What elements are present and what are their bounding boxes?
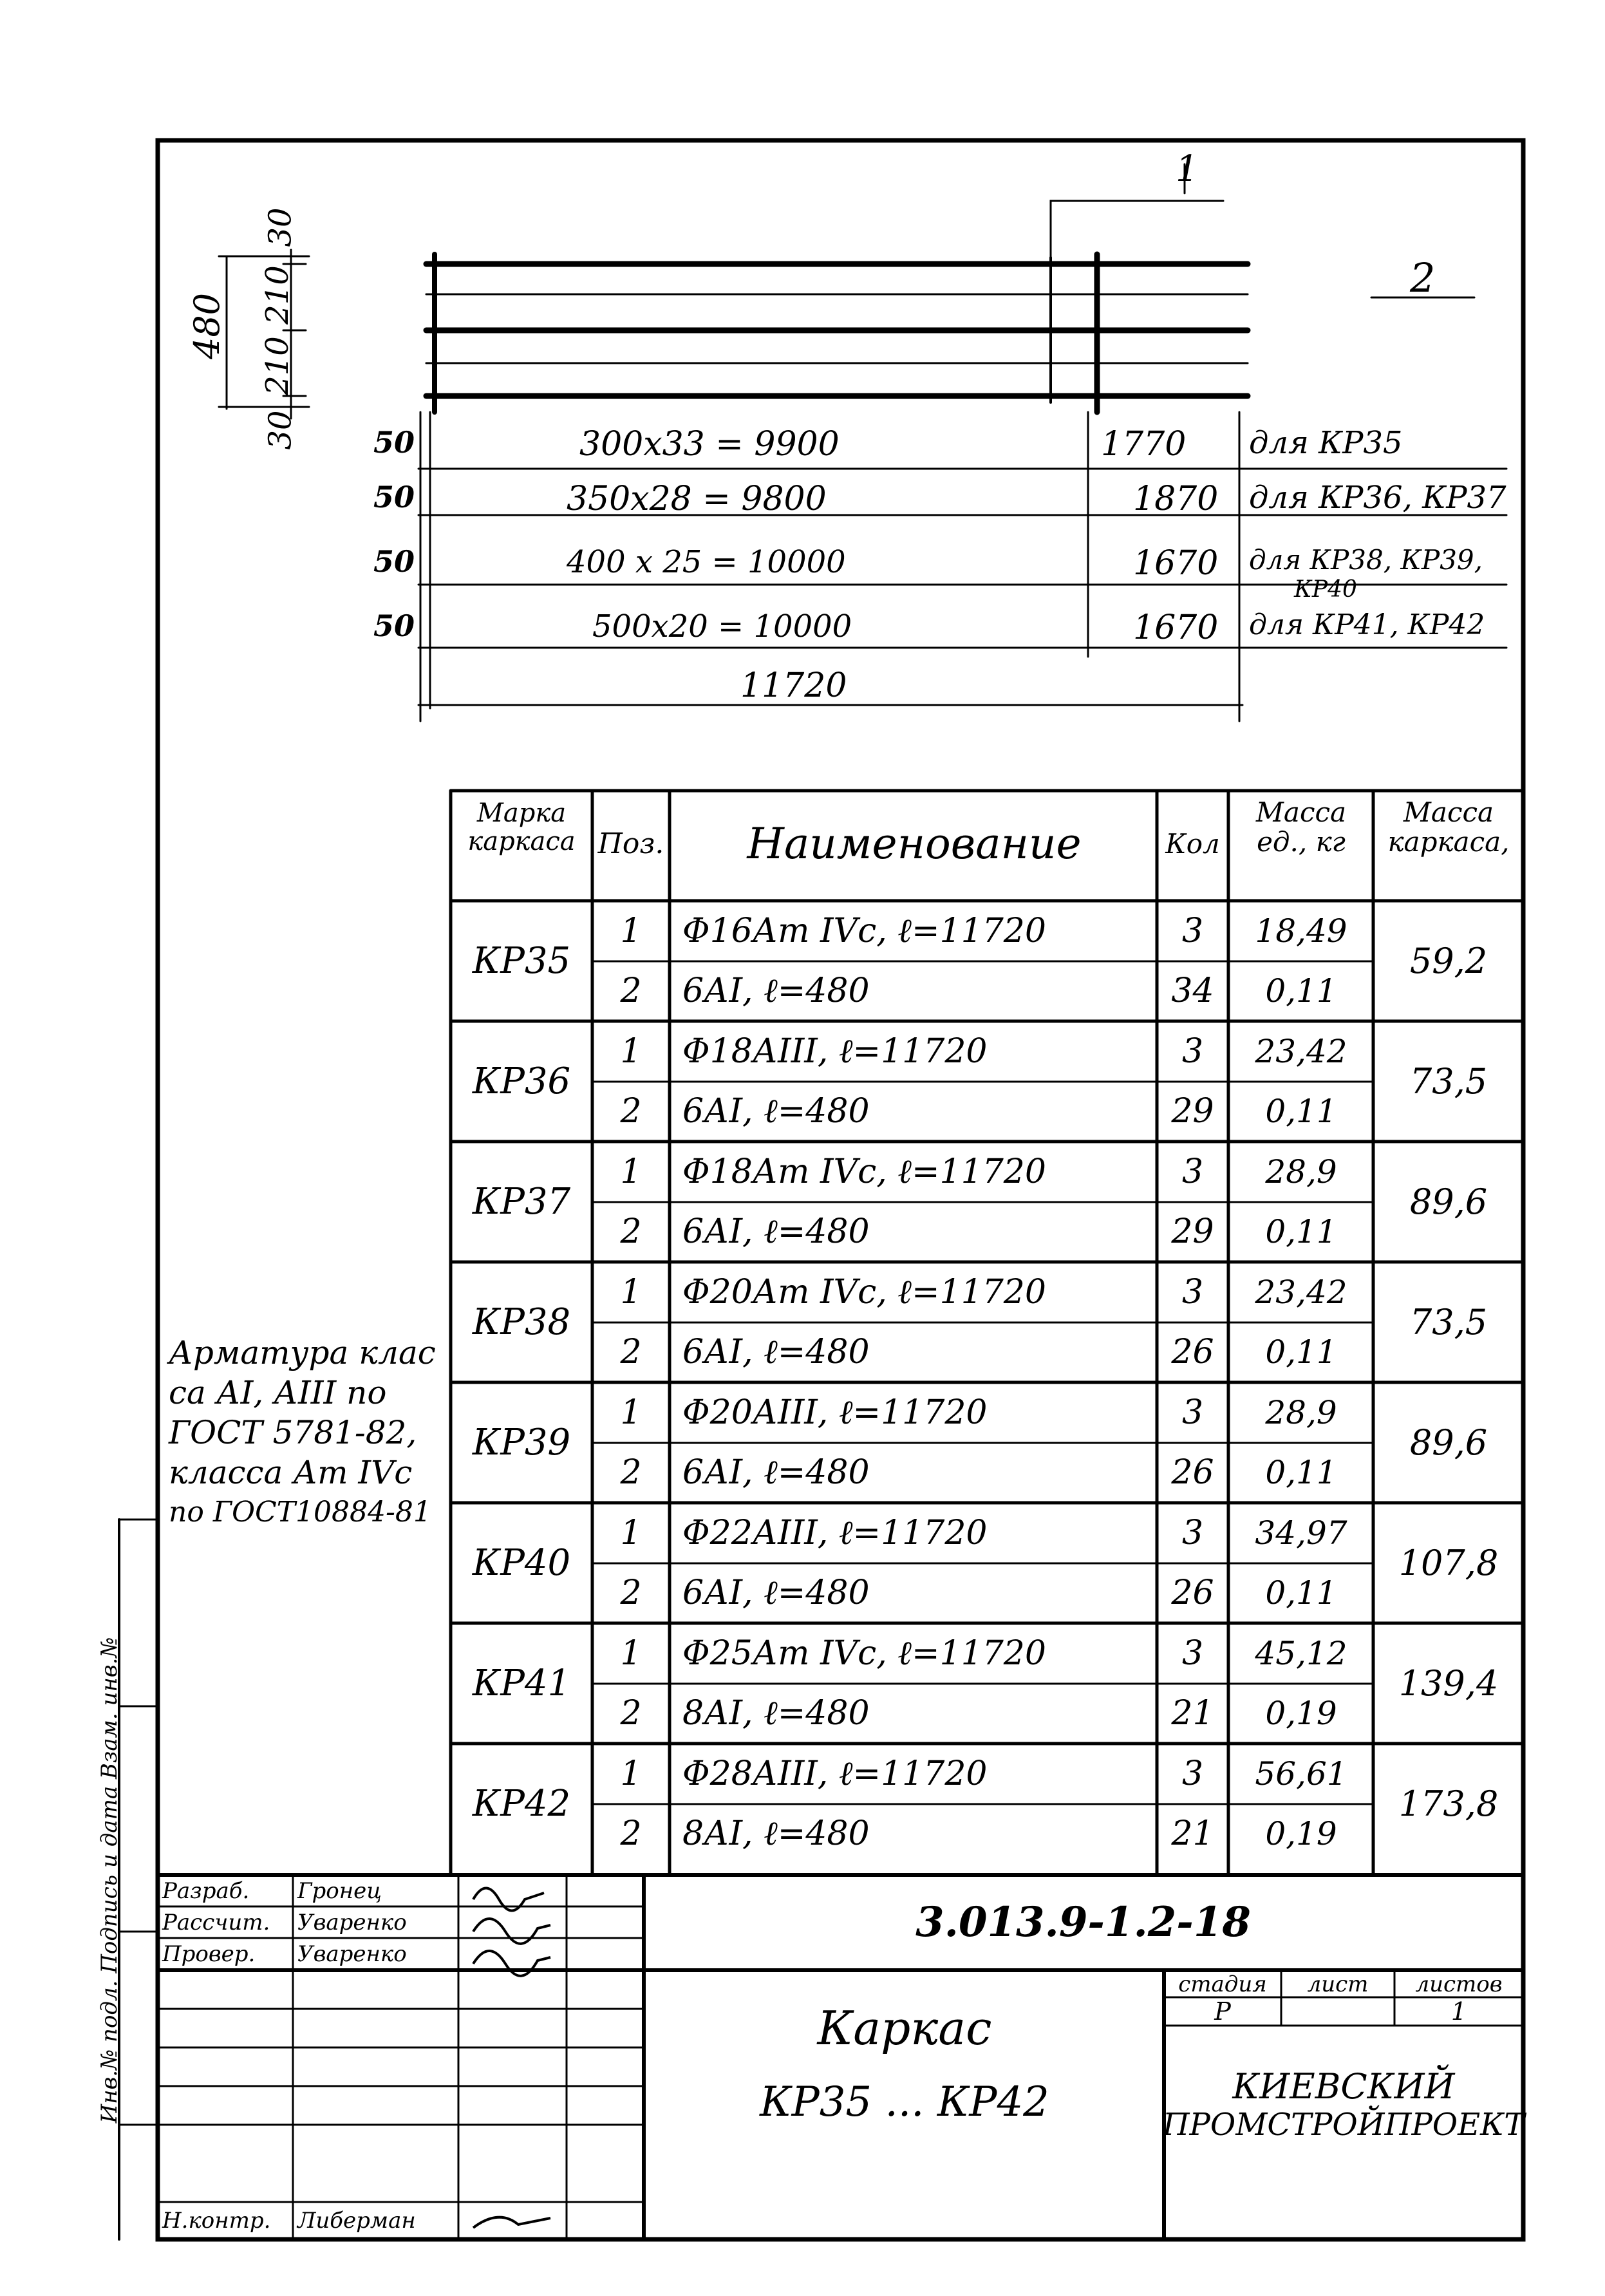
item-pos: 2 <box>620 1574 642 1613</box>
dim-480: 480 <box>187 292 228 360</box>
dim-row-spacing: 400 x 25 = 10000 <box>567 544 846 580</box>
signer-name: Уваренко <box>297 1909 407 1935</box>
item-name: 6АI, ℓ=480 <box>682 1212 870 1252</box>
item-qty: 3 <box>1181 1513 1204 1552</box>
item-name: Φ18АIII, ℓ=11720 <box>682 1031 988 1071</box>
item-pos: 1 <box>620 1272 642 1312</box>
item-name: 6АI, ℓ=480 <box>682 1333 870 1372</box>
signature-mark <box>473 1919 550 1944</box>
signer-name: Уваренко <box>297 1941 407 1967</box>
frame-mass: 73,5 <box>1409 1061 1488 1102</box>
note-line: класса Ат IVс <box>169 1454 413 1491</box>
frame-mark: КР42 <box>472 1783 571 1825</box>
note-line: са АI, АIII по <box>169 1374 387 1411</box>
item-mass: 34,97 <box>1255 1514 1347 1552</box>
frame-mark: КР40 <box>472 1542 571 1584</box>
item-name: 8АI, ℓ=480 <box>682 1694 870 1733</box>
item-pos: 2 <box>620 972 642 1011</box>
item-qty: 26 <box>1171 1574 1214 1613</box>
item-name: 6АI, ℓ=480 <box>682 972 870 1011</box>
header-pos: Поз. <box>597 827 664 860</box>
dim-row-note: для КР35 <box>1249 425 1403 461</box>
frame-mark: КР38 <box>472 1301 571 1343</box>
item-name: Φ28АIII, ℓ=11720 <box>682 1754 988 1793</box>
item-mass: 0,19 <box>1265 1695 1337 1733</box>
header-qty: Кол <box>1165 827 1220 860</box>
item-name: 6АI, ℓ=480 <box>682 1574 870 1613</box>
dim-row-note: для КР36, КР37 <box>1249 480 1506 516</box>
dim-row-offset: 50 <box>373 608 415 643</box>
frame-mark: КР39 <box>472 1422 571 1463</box>
leader-1-label: 1 <box>1176 148 1199 190</box>
dim-row-spacing: 300x33 = 9900 <box>579 425 840 464</box>
frame-mass: 73,5 <box>1409 1302 1488 1342</box>
item-name: Φ20АIII, ℓ=11720 <box>682 1393 988 1432</box>
item-pos: 1 <box>620 1513 642 1552</box>
document-subtitle: КР35 ... КР42 <box>760 2078 1049 2126</box>
item-pos: 1 <box>620 1152 642 1191</box>
item-name: Φ25Ат IVс, ℓ=11720 <box>682 1633 1046 1673</box>
item-name: Φ16Ат IVс, ℓ=11720 <box>682 911 1046 950</box>
item-mass: 23,42 <box>1255 1032 1347 1070</box>
item-qty: 3 <box>1181 911 1204 950</box>
item-qty: 29 <box>1171 1212 1214 1252</box>
signature-mark <box>473 2217 550 2228</box>
note-line: по ГОСТ10884-81 <box>169 1496 431 1529</box>
reinforcement-note <box>169 1333 436 1532</box>
frame-mark: КР35 <box>472 940 571 982</box>
dim-row-offset: 50 <box>373 544 415 579</box>
frame-mark: КР37 <box>472 1181 571 1223</box>
item-qty: 3 <box>1181 1272 1204 1312</box>
item-mass: 0,11 <box>1265 1333 1337 1371</box>
dim-row-end: 1870 <box>1133 480 1219 518</box>
document-title: Каркас <box>817 2001 992 2055</box>
item-name: 6АI, ℓ=480 <box>682 1453 870 1492</box>
item-mass: 0,11 <box>1265 972 1337 1010</box>
sheet-label: лист <box>1307 1971 1369 1997</box>
dim-row-note: для КР38, КР39, <box>1249 544 1483 576</box>
sheets-label: листов <box>1415 1971 1503 1997</box>
item-qty: 3 <box>1181 1393 1204 1432</box>
leader-2-label: 2 <box>1410 254 1436 301</box>
frame-mass: 89,6 <box>1409 1181 1488 1222</box>
frame-mass: 89,6 <box>1409 1422 1488 1463</box>
stage-label: стадия <box>1178 1971 1267 1997</box>
stage-value: Р <box>1214 1997 1231 2026</box>
item-qty: 3 <box>1181 1633 1204 1673</box>
item-name: Φ18Ат IVс, ℓ=11720 <box>682 1152 1046 1191</box>
item-mass: 0,11 <box>1265 1574 1337 1612</box>
dim-row-note: для КР41, КР42 <box>1249 608 1485 641</box>
item-qty: 3 <box>1181 1152 1204 1191</box>
item-mass: 0,11 <box>1265 1093 1337 1131</box>
signer-role: Разраб. <box>162 1877 250 1904</box>
dim-overall: 11720 <box>740 666 847 705</box>
leader-1-line <box>1051 201 1223 264</box>
item-mass: 45,12 <box>1255 1634 1347 1672</box>
item-qty: 34 <box>1171 972 1214 1011</box>
dim-210-b: 210 <box>259 336 296 395</box>
frame-mass: 107,8 <box>1398 1543 1499 1583</box>
item-qty: 26 <box>1171 1453 1214 1492</box>
item-pos: 2 <box>620 1814 642 1854</box>
item-pos: 2 <box>620 1092 642 1131</box>
item-pos: 2 <box>620 1453 642 1492</box>
item-mass: 18,49 <box>1255 912 1347 950</box>
item-mass: 28,9 <box>1265 1393 1337 1431</box>
item-qty: 21 <box>1171 1694 1214 1733</box>
item-pos: 1 <box>620 1393 642 1432</box>
dim-30-bottom: 30 <box>262 410 299 450</box>
item-mass: 28,9 <box>1265 1153 1337 1190</box>
dim-row-end: 1670 <box>1133 544 1219 583</box>
note-line: ГОСТ 5781-82, <box>169 1414 417 1451</box>
item-pos: 1 <box>620 911 642 950</box>
item-qty: 29 <box>1171 1092 1214 1131</box>
frame-mass: 59,2 <box>1409 941 1488 981</box>
item-mass: 23,42 <box>1255 1273 1347 1311</box>
item-name: Φ22АIII, ℓ=11720 <box>682 1513 988 1552</box>
header-name: Наименование <box>747 818 1082 869</box>
item-mass: 0,11 <box>1265 1213 1337 1251</box>
item-pos: 2 <box>620 1212 642 1252</box>
item-pos: 1 <box>620 1633 642 1673</box>
item-qty: 26 <box>1171 1333 1214 1372</box>
frame-mark: КР36 <box>472 1060 571 1102</box>
dim-row-offset: 50 <box>373 425 415 460</box>
item-pos: 2 <box>620 1694 642 1733</box>
item-qty: 21 <box>1171 1814 1214 1854</box>
item-name: 8АI, ℓ=480 <box>682 1814 870 1854</box>
signer-role: Провер. <box>162 1941 256 1967</box>
note-line: Арматура клас <box>169 1334 436 1371</box>
document-code: 3.013.9-1.2-18 <box>915 1897 1251 1946</box>
signer-role: Рассчит. <box>162 1909 270 1935</box>
dim-row-spacing: 500x20 = 10000 <box>592 608 852 645</box>
item-pos: 1 <box>620 1754 642 1793</box>
organization-line-2: ПРОМСТРОЙПРОЕКТ <box>1162 2107 1525 2143</box>
item-mass: 0,19 <box>1265 1815 1337 1853</box>
item-mass: 0,11 <box>1265 1454 1337 1492</box>
dim-row-offset: 50 <box>373 480 415 514</box>
header-mass-unit: Масса ед., кг <box>1255 796 1347 858</box>
signer-name: Либерман <box>297 2208 416 2234</box>
frame-mass: 139,4 <box>1398 1663 1499 1704</box>
item-mass: 56,61 <box>1255 1755 1347 1793</box>
frame-mass: 173,8 <box>1398 1783 1499 1824</box>
sheets-value: 1 <box>1450 1997 1467 2026</box>
signer-role: Н.контр. <box>162 2208 271 2234</box>
item-qty: 3 <box>1181 1031 1204 1071</box>
dim-30-top: 30 <box>262 207 299 247</box>
header-mark: Марка каркаса <box>467 798 576 856</box>
item-qty: 3 <box>1181 1754 1204 1793</box>
dim-210-a: 210 <box>259 265 296 325</box>
dim-row-note-2: КР40 <box>1294 576 1357 603</box>
dim-row-spacing: 350x28 = 9800 <box>567 480 827 518</box>
item-pos: 1 <box>620 1031 642 1071</box>
signer-name: Гронец <box>297 1877 382 1904</box>
item-pos: 2 <box>620 1333 642 1372</box>
header-mass-frame: Масса каркаса, <box>1387 796 1510 858</box>
side-stamp: Инв.№ подл. Подпись и дата Взам. инв.№ <box>97 1637 122 2123</box>
item-name: Φ20Ат IVс, ℓ=11720 <box>682 1272 1046 1312</box>
frame-mark: КР41 <box>472 1662 571 1704</box>
dim-row-end: 1770 <box>1101 425 1187 464</box>
item-name: 6АI, ℓ=480 <box>682 1092 870 1131</box>
organization-line-1: КИЕВСКИЙ <box>1232 2065 1455 2107</box>
dim-row-end: 1670 <box>1133 608 1219 647</box>
